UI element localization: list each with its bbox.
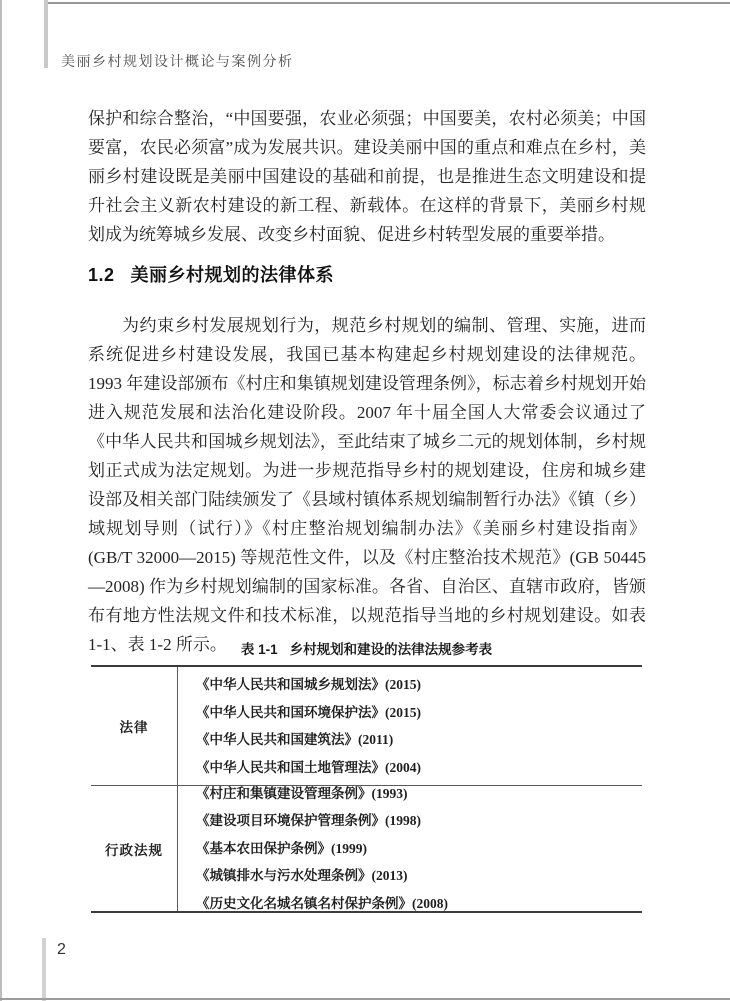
law-items [178, 667, 642, 785]
law-item: 《中华人民共和国城乡规划法》(2015) [196, 677, 421, 692]
running-header: 美丽乡村规划设计概论与案例分析 [61, 55, 294, 70]
body-paragraph-2: 为约束乡村发展规划行为，规范乡村规划的编制、管理、实施，进而系统促进乡村建设发展，我国已基本构建起乡村规划建设的法律规范。1993 年建设部颁布《村庄和集镇规划建设管理条例》，标志着乡村规划开始进入规范发展和法治化建设阶段。2007 年十届全国人大常委会议通过了《中华人民共和国城乡规划法》，至此结束了城乡二元的规划体制，乡村规划正式成为法定规划。为进一步规范指导乡村的规划建设，住房和城乡建设部及相关部门陆续颁发了《县域村镇体系规划编制暂行办法》《镇（乡）域规划导则（试行）》《村庄整治规划编制办法》《美丽乡村建设指南》(GB/T 32000—2015) 等规范性文件，以及《村庄整治技术规范》(GB 50445—2008) 作为乡村规划编制的国家标准。各省、自治区、直辖市政府，皆颁布有地方性法规文件和技术标准，以规范指导当地的乡村规划建设。如表 1-1、表 1-2 所示。 [88, 316, 646, 654]
law-item: 《中华人民共和国环境保护法》(2015) [196, 704, 421, 720]
header-margin-bar [44, 0, 48, 68]
law-items [178, 786, 642, 911]
footer-margin-bar [42, 938, 46, 1001]
page-number: 2 [57, 941, 66, 958]
law-item: 《历史文化名城名镇名村保护条例》(2008) [196, 895, 448, 911]
law-item: 《中华人民共和国建筑法》(2011) [196, 732, 394, 747]
law-item: 《村庄和集镇建设管理条例》(1993) [196, 785, 408, 801]
law-item: 《中华人民共和国土地管理法》(2004) [196, 759, 421, 775]
law-table [91, 665, 642, 913]
section-heading [88, 261, 334, 287]
table-caption-title: 乡村规划和建设的法律法规参考表 [289, 642, 493, 657]
page-left-border [0, 0, 2, 1001]
category-label: 法律 [91, 667, 178, 785]
table-caption [91, 638, 642, 658]
law-item: 《基本农田保护条例》(1999) [196, 840, 367, 856]
table-row-laws [91, 667, 642, 786]
section-title: 美丽乡村规划的法律体系 [130, 265, 335, 285]
body-paragraph-1: 保护和综合整治，“中国要强，农业必须强；中国要美，农村必须美；中国要富，农民必须富”成为发展共识。建设美丽中国的重点和难点在乡村，美丽乡村建设既是美丽中国建设的基础和前提，也是推进生态文明建设和提升社会主义新农村建设的新工程、新载体。在这样的背景下，美丽乡村规划成为统筹城乡发展、改变乡村面貌、促进乡村转型发展的重要举措。 [88, 109, 646, 244]
section-number: 1.2 [88, 265, 115, 285]
page-bottom-rule [0, 998, 730, 1000]
table-row-regulations [91, 786, 642, 911]
table-caption-label: 表 1-1 [240, 642, 278, 657]
law-item: 《城镇排水与污水处理条例》(2013) [196, 868, 408, 884]
category-label: 行政法规 [91, 786, 178, 911]
law-item: 《建设项目环境保护管理条例》(1998) [196, 813, 421, 829]
page-top-rule [47, 2, 730, 4]
